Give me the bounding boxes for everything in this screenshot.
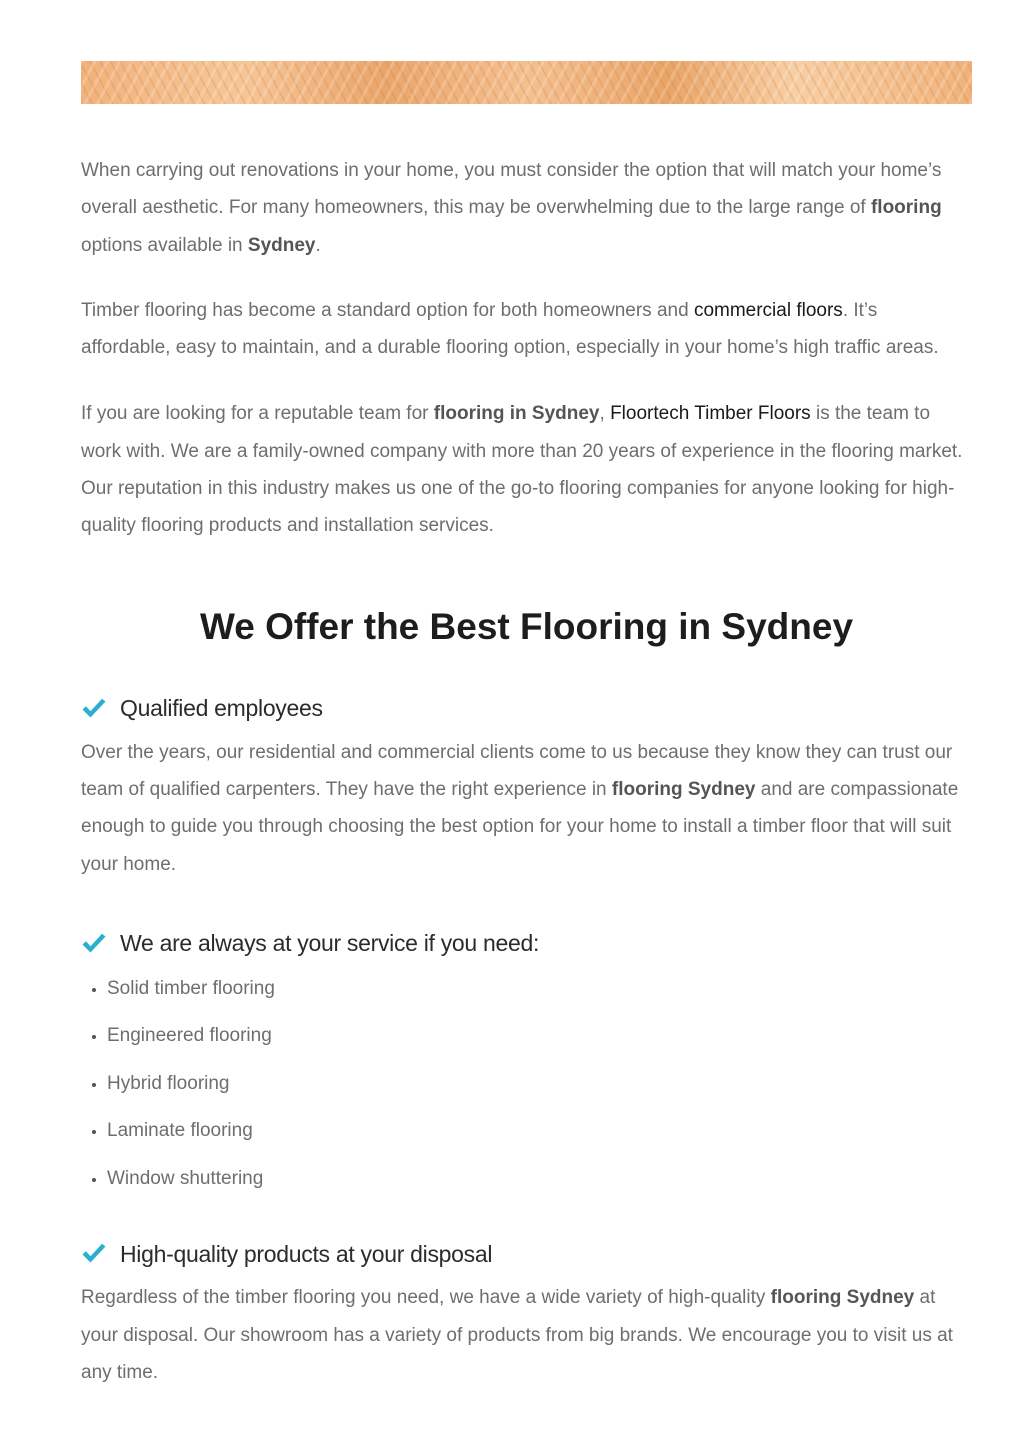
floortech-timber-floors-link[interactable]: Floortech Timber Floors (610, 403, 811, 425)
intro-p3-bold-flooring-sydney: flooring in Sydney (433, 403, 600, 425)
intro-p1-text-3: . (315, 234, 321, 256)
intro-p3-comma: , (599, 403, 611, 425)
commercial-floors-link[interactable]: commercial floors (693, 299, 843, 321)
intro-p1-text-2: options available in (81, 234, 248, 256)
intro-p3-text: If you are looking for a reputable team for (81, 403, 434, 425)
intro-p3-text-3: is the team to work with. We are a family-owned company with more than 20 years of experience in the flooring market. Our reputation in this industry makes us one of the go-to flooring companies for anyone looking for high-quality flooring products and installation services. (81, 403, 963, 537)
intro-p1-bold-sydney: Sydney (247, 234, 316, 256)
service-list (81, 965, 972, 1203)
checkmark-icon (81, 1243, 107, 1265)
list-item: • Solid timber flooring (107, 965, 972, 1013)
qualified-bold-flooring-sydney: flooring Sydney (611, 778, 756, 800)
intro-p2-text: Timber flooring has become a standard option for both homeowners and (81, 299, 694, 321)
list-item: • Window shuttering (107, 1155, 972, 1203)
qualified-text-1: Over the years, our residential and commercial clients come to us because they know they can trust our team of qualified carpenters. They have the right experience in (81, 741, 953, 800)
list-item: • Engineered flooring (107, 1012, 972, 1060)
products-bold-flooring-sydney: flooring Sydney (770, 1287, 915, 1309)
feature-qualified-heading (81, 689, 972, 729)
products-text-1: Regardless of the timber flooring you need, we have a wide variety of high-quality (81, 1287, 771, 1309)
feature-qualified-text (81, 734, 972, 883)
qualified-text-2: and are compassionate enough to guide you through choosing the best option for your home to install a timber floor that will suit your home. (81, 778, 959, 875)
intro-p1-text: When carrying out renovations in your home, you must consider the option that will match your home’s overall aesthetic. For many homeowners, this may be overwhelming due to the large range of (81, 160, 942, 219)
feature-products-text (81, 1279, 972, 1391)
feature-service-title: We are always at your service if you need: (120, 930, 540, 957)
intro-paragraph-3 (81, 395, 972, 544)
list-item: • Laminate flooring (107, 1107, 972, 1155)
intro-paragraph-2 (81, 292, 972, 367)
section-title: We Offer the Best Flooring in Sydney (199, 605, 854, 647)
intro-p2-text-2: . It’s affordable, easy to maintain, and a durable flooring option, especially in your home’s high traffic areas. (81, 299, 939, 359)
feature-products-heading (81, 1234, 972, 1274)
page-content (81, 61, 972, 1391)
products-text-2: at your disposal. Our showroom has a variety of products from big brands. We encourage you to visit us at any time. (81, 1287, 953, 1383)
checkmark-icon (81, 698, 107, 720)
feature-qualified-title: Qualified employees (120, 695, 323, 722)
intro-paragraph-1 (81, 152, 972, 264)
feature-products-title: High-quality products at your disposal (120, 1240, 493, 1267)
timber-banner-image (81, 61, 972, 104)
checkmark-icon (81, 933, 107, 955)
list-item: • Hybrid flooring (107, 1060, 972, 1108)
intro-p1-bold-flooring: flooring (870, 197, 942, 219)
feature-service-heading (81, 924, 972, 964)
